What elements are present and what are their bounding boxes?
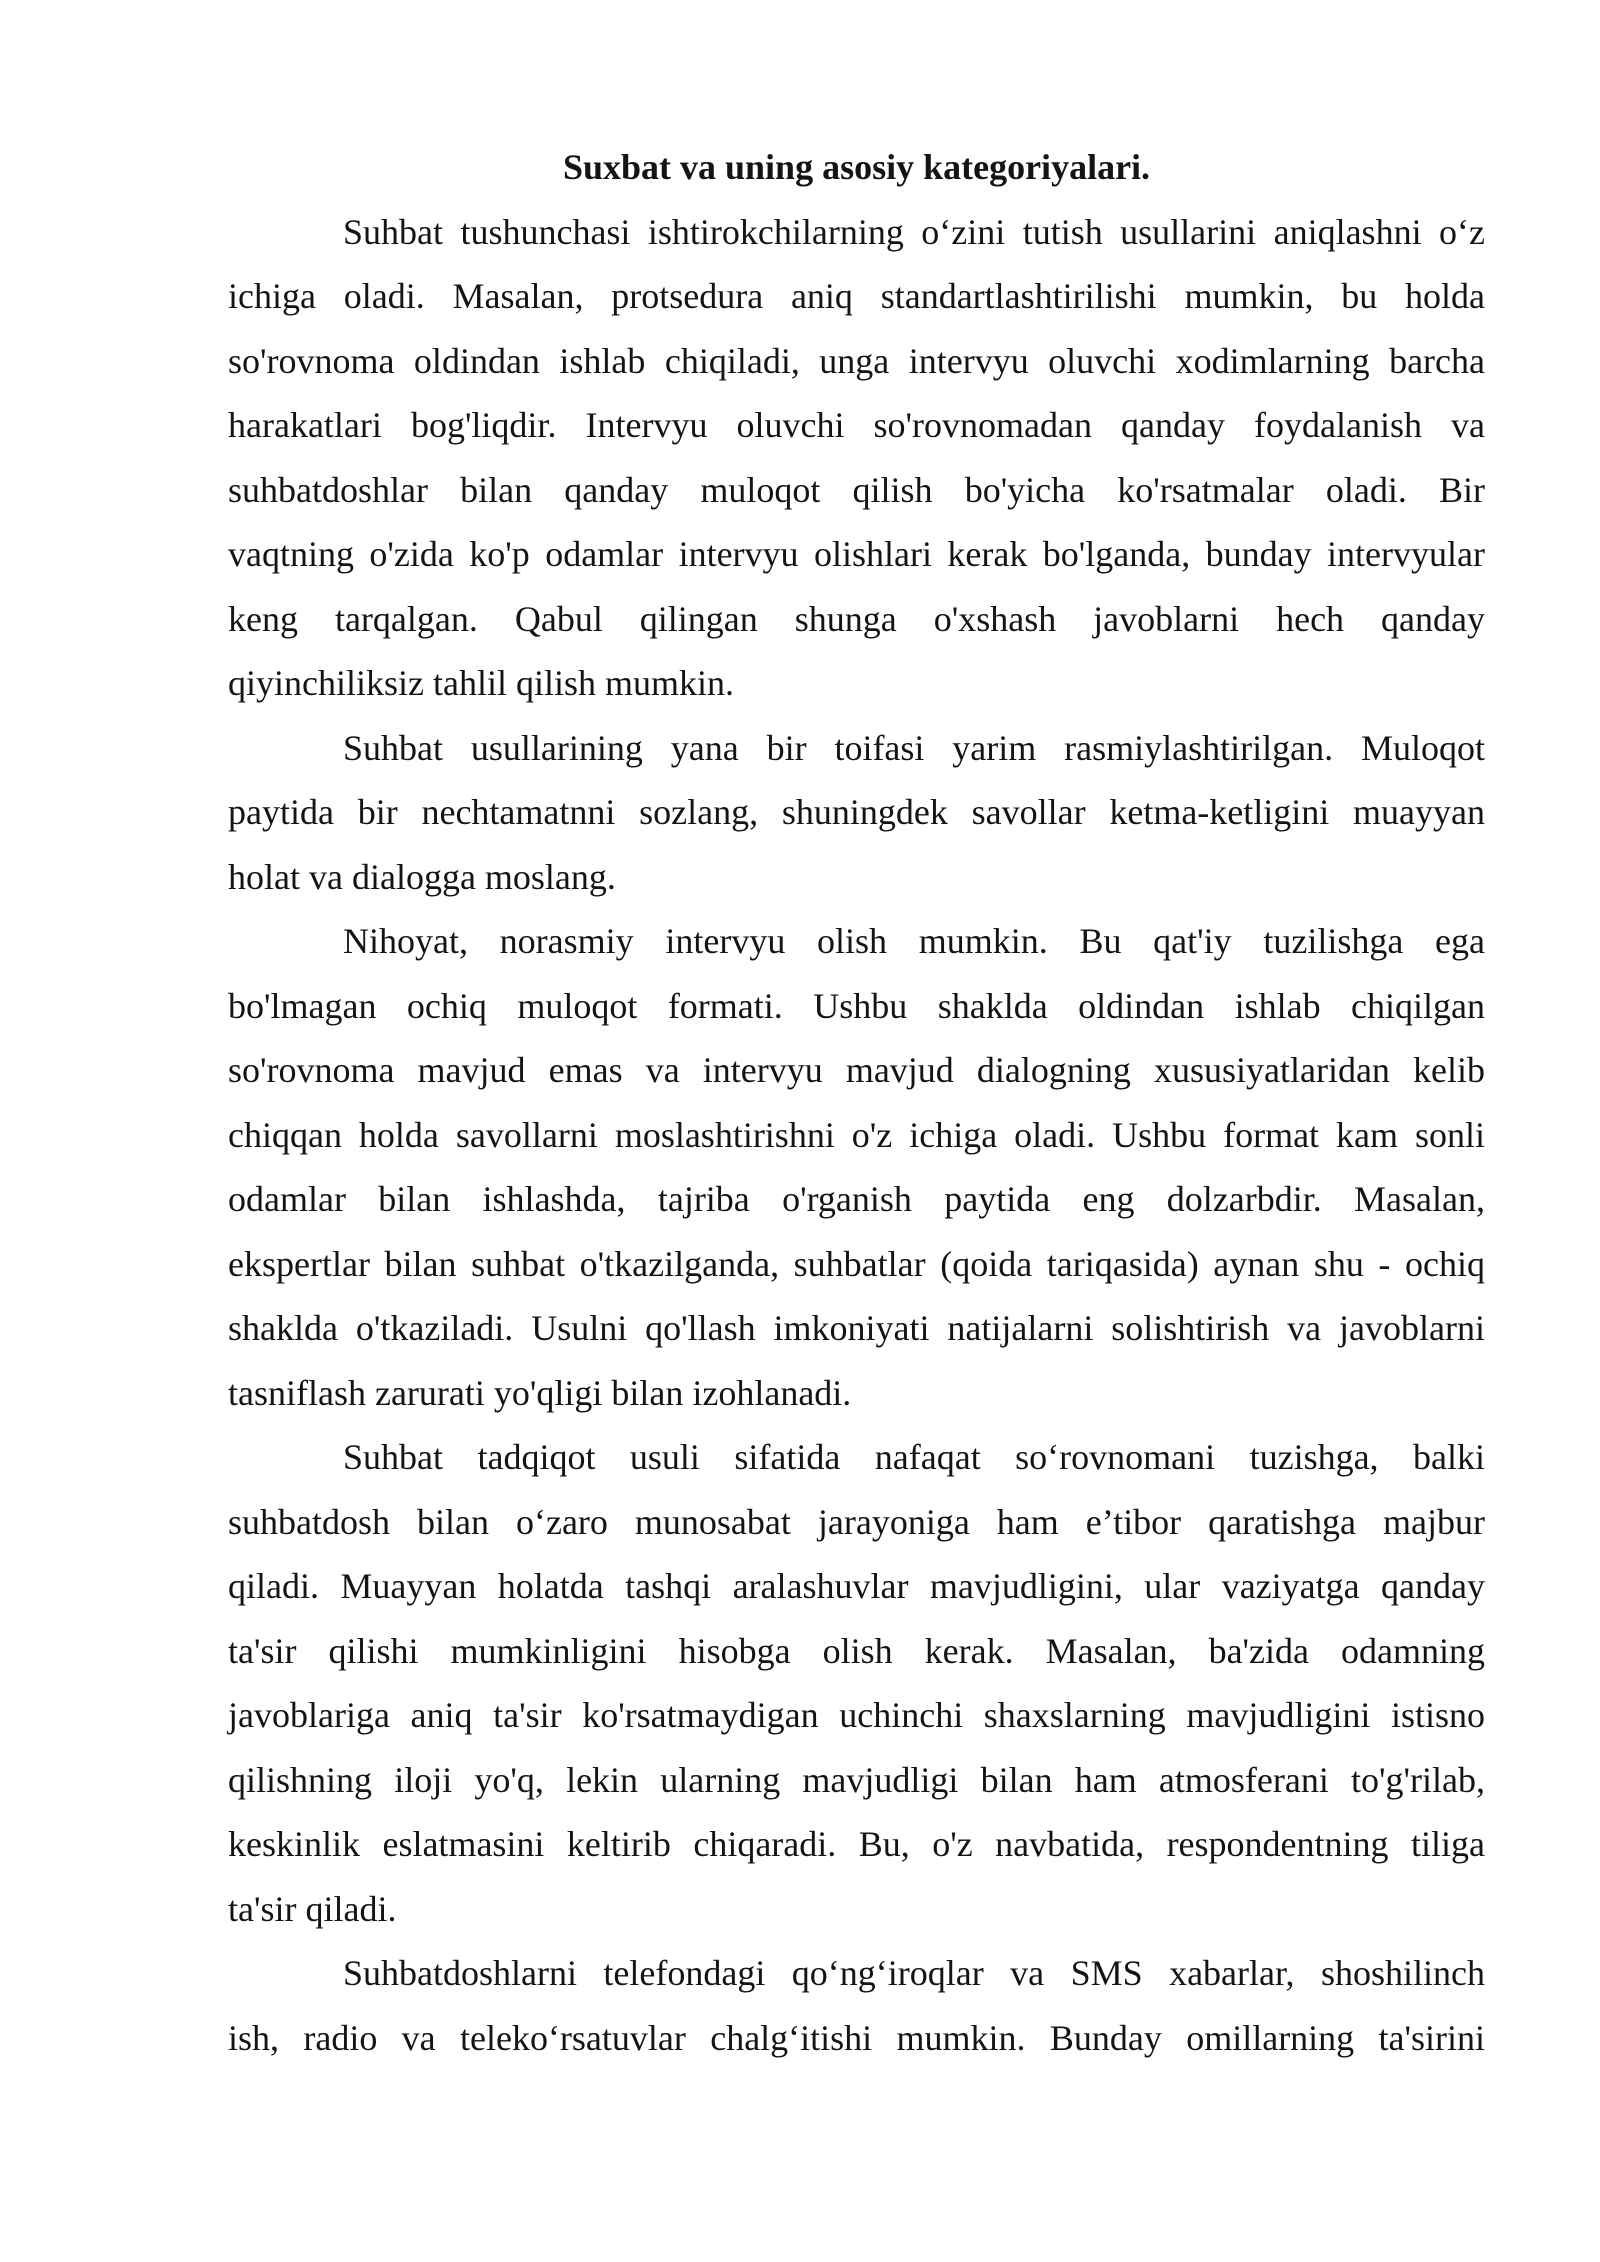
text-line: chiqqan holda savollarni moslashtirishni o'z ichiga oladi. Ushbu format kam sonli	[228, 1114, 1485, 1155]
text-line: suhbatdoshlar bilan qanday muloqot qilish bo'yicha ko'rsatmalar oladi. Bir	[228, 469, 1485, 510]
text-line: Suhbat tadqiqot usuli sifatida nafaqat soʻrovnomani tuzishga, balki	[343, 1437, 1485, 1477]
text-line: ekspertlar bilan suhbat o'tkazilganda, suhbatlar (qoida tariqasida) aynan shu - ochiq	[228, 1243, 1485, 1284]
text-line: vaqtning o'zida ko'p odamlar intervyu olishlari kerak bo'lganda, bunday intervyular	[228, 534, 1485, 574]
text-line: ichiga oladi. Masalan, protsedura aniq standartlashtirilishi mumkin, bu holda	[228, 276, 1485, 316]
text-line: bo'lmagan ochiq muloqot formati. Ushbu shaklda oldindan ishlab chiqilgan	[228, 985, 1485, 1026]
text-line: harakatlari bog'liqdir. Intervyu oluvchi so'rovnomadan qanday foydalanish va	[228, 405, 1485, 445]
text-line: so'rovnoma mavjud emas va intervyu mavjud dialogning xususiyatlaridan kelib	[228, 1050, 1485, 1090]
text-line: qiyinchiliksiz tahlil qilish mumkin.	[228, 663, 734, 703]
text-line: ish, radio va telekoʻrsatuvlar chalgʻitishi mumkin. Bunday omillarning ta'sirini	[228, 2017, 1485, 2058]
text-line: Suhbatdoshlarni telefondagi qoʻngʻiroqlar va SMS xabarlar, shoshilinch	[343, 1953, 1485, 1993]
text-line: shaklda o'tkaziladi. Usulni qo'llash imkoniyati natijalarni solishtirish va javoblarni	[228, 1308, 1485, 1348]
text-line: so'rovnoma oldindan ishlab chiqiladi, unga intervyu oluvchi xodimlarning barcha	[228, 340, 1485, 381]
document-paragraphs	[228, 200, 1485, 2071]
text-line: Suhbat tushunchasi ishtirokchilarning oʻzini tutish usullarini aniqlashni oʻz	[343, 211, 1485, 252]
text-line: odamlar bilan ishlashda, tajriba o'rganish paytida eng dolzarbdir. Masalan,	[228, 1179, 1485, 1219]
text-line: suhbatdosh bilan oʻzaro munosabat jarayoniga ham e’tibor qaratishga majbur	[228, 1501, 1485, 1542]
text-line: qilishning iloji yo'q, lekin ularning mavjudligi bilan ham atmosferani to'g'rilab,	[228, 1759, 1485, 1800]
text-line: Nihoyat, norasmiy intervyu olish mumkin. Bu qat'iy tuzilishga ega	[343, 921, 1485, 961]
text-line: keng tarqalgan. Qabul qilingan shunga o'xshash javoblarni hech qanday	[228, 598, 1485, 639]
document-content	[228, 135, 1485, 2070]
text-line: javoblariga aniq ta'sir ko'rsatmaydigan uchinchi shaxslarning mavjudligini istisno	[228, 1695, 1485, 1735]
text-line: keskinlik eslatmasini keltirib chiqaradi. Bu, o'z navbatida, respondentning tiliga	[228, 1824, 1485, 1864]
text-line: Suhbat usullarining yana bir toifasi yarim rasmiylashtirilgan. Muloqot	[343, 727, 1485, 768]
text-line: ta'sir qiladi.	[228, 1888, 397, 1929]
text-line: holat va dialogga moslang.	[228, 856, 616, 897]
text-line: ta'sir qilishi mumkinligini hisobga olish kerak. Masalan, ba'zida odamning	[228, 1630, 1485, 1671]
text-line: qiladi. Muayyan holatda tashqi aralashuvlar mavjudligini, ular vaziyatga qanday	[228, 1566, 1485, 1606]
document-title: Suxbat va uning asosiy kategoriyalari.	[562, 147, 1151, 187]
text-line: tasniflash zarurati yo'qligi bilan izohlanadi.	[228, 1372, 852, 1413]
text-line: paytida bir nechtamatnni sozlang, shuningdek savollar ketma-ketligini muayyan	[228, 792, 1485, 832]
